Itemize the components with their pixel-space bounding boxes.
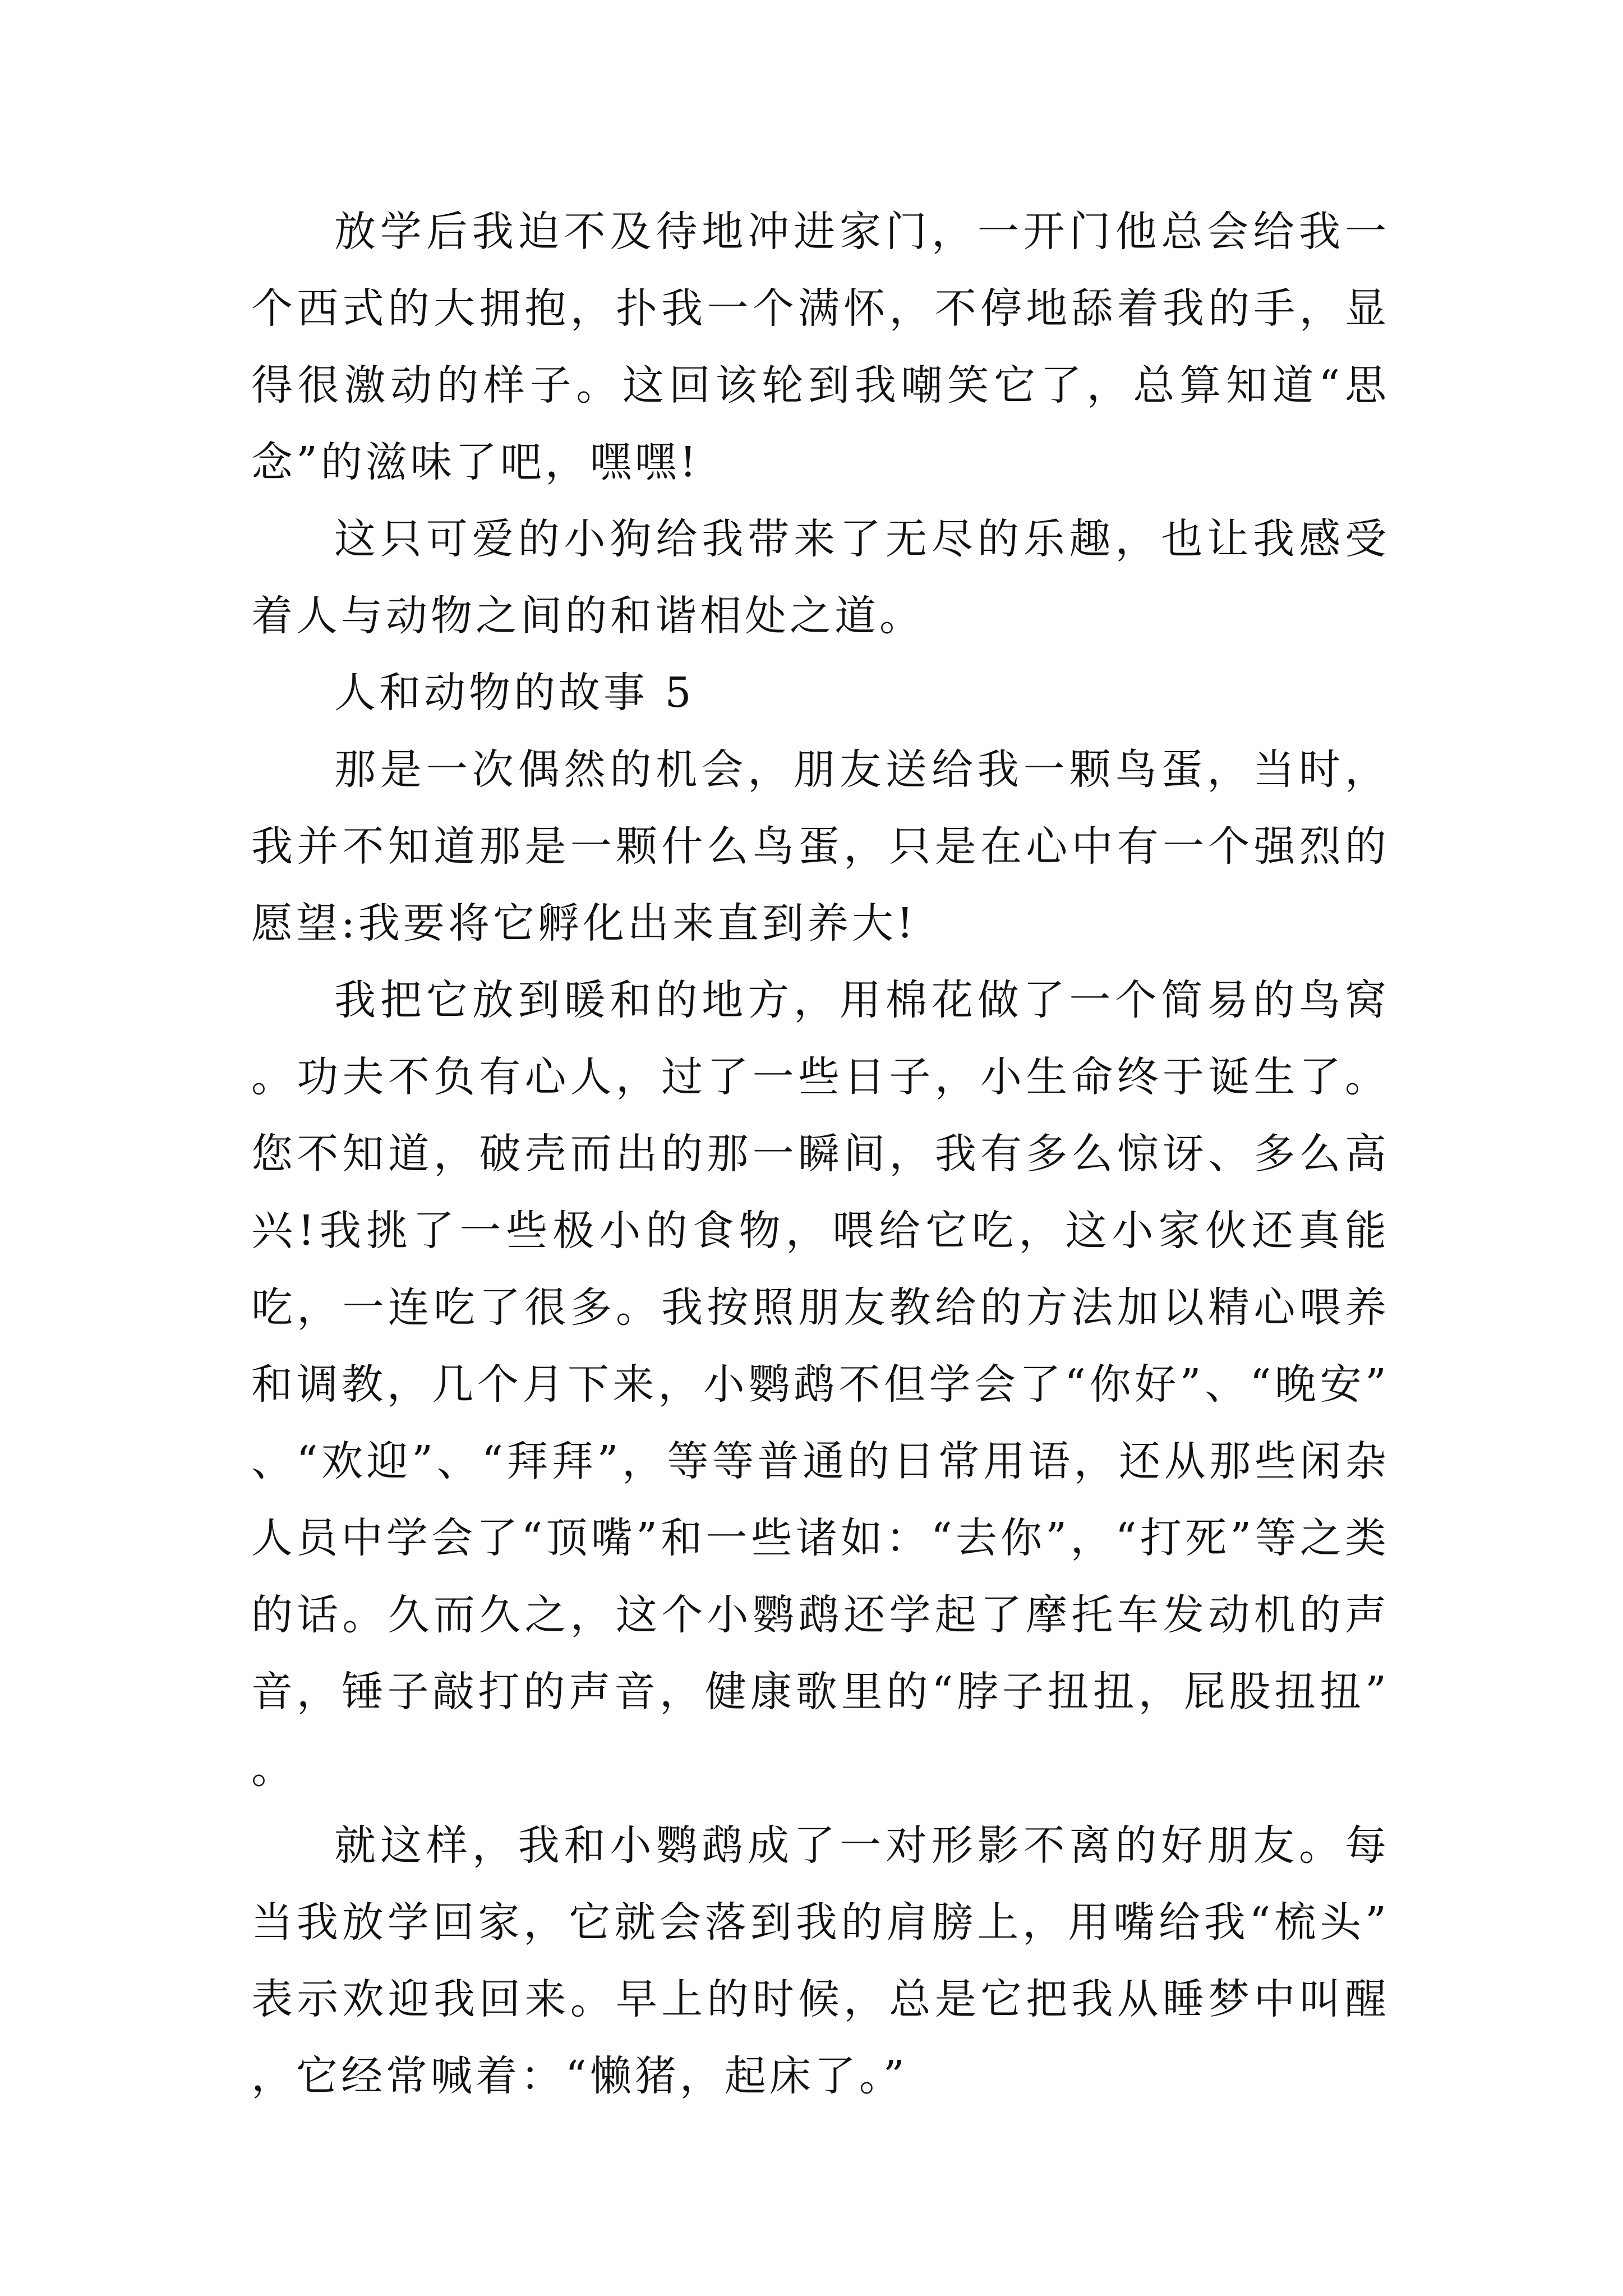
section-heading: 人和动物的故事 5 bbox=[334, 669, 695, 717]
paragraph-4: 我把它放到暖和的地方，用棉花做了一个简易的鸟窝。功夫不负有心人，过了一些日子，小生命终于诞生了。您不知道，破壳而出的那一瞬间，我有多么惊讶、多么高兴!我挑了一些极小的食物，喂给它吃，这小家伙还真能吃，一连吃了很多。我按照朋友教给的方法加以精心喂养和调教，几个月下来，小鹦鹉不但学会了“你好”、“晚安”、“欢迎”、“拜拜”，等等普通的日常用语，还从那些闲杂人员中学会了“顶嘴”和一些诸如：“去你”，“打死”等之类的话。久而久之，这个小鹦鹉还学起了摩托车发动机的声音，锤子敲打的声音，健康歌里的“脖子扭扭，屁股扭扭”。 bbox=[251, 976, 1390, 1793]
paragraph-5: 就这样，我和小鹦鹉成了一对形影不离的好朋友。每当我放学回家，它就会落到我的肩膀上，用嘴给我“梳头”表示欢迎我回来。早上的时候，总是它把我从睡梦中叫醒，它经常喊着：“懒猪，起床了。” bbox=[251, 1821, 1390, 2100]
document-body bbox=[251, 194, 1390, 2115]
paragraph-3: 那是一次偶然的机会，朋友送给我一颗鸟蛋，当时，我并不知道那是一颗什么鸟蛋，只是在心中有一个强烈的愿望:我要将它孵化出来直到养大! bbox=[251, 746, 1390, 947]
paragraph-1: 放学后我迫不及待地冲进家门，一开门他总会给我一个西式的大拥抱，扑我一个满怀，不停地舔着我的手，显得很激动的样子。这回该轮到我嘲笑它了，总算知道“思念”的滋味了吧，嘿嘿! bbox=[251, 208, 1390, 486]
paragraph-2: 这只可爱的小狗给我带来了无尽的乐趣，也让我感受着人与动物之间的和谐相处之道。 bbox=[251, 515, 1390, 640]
